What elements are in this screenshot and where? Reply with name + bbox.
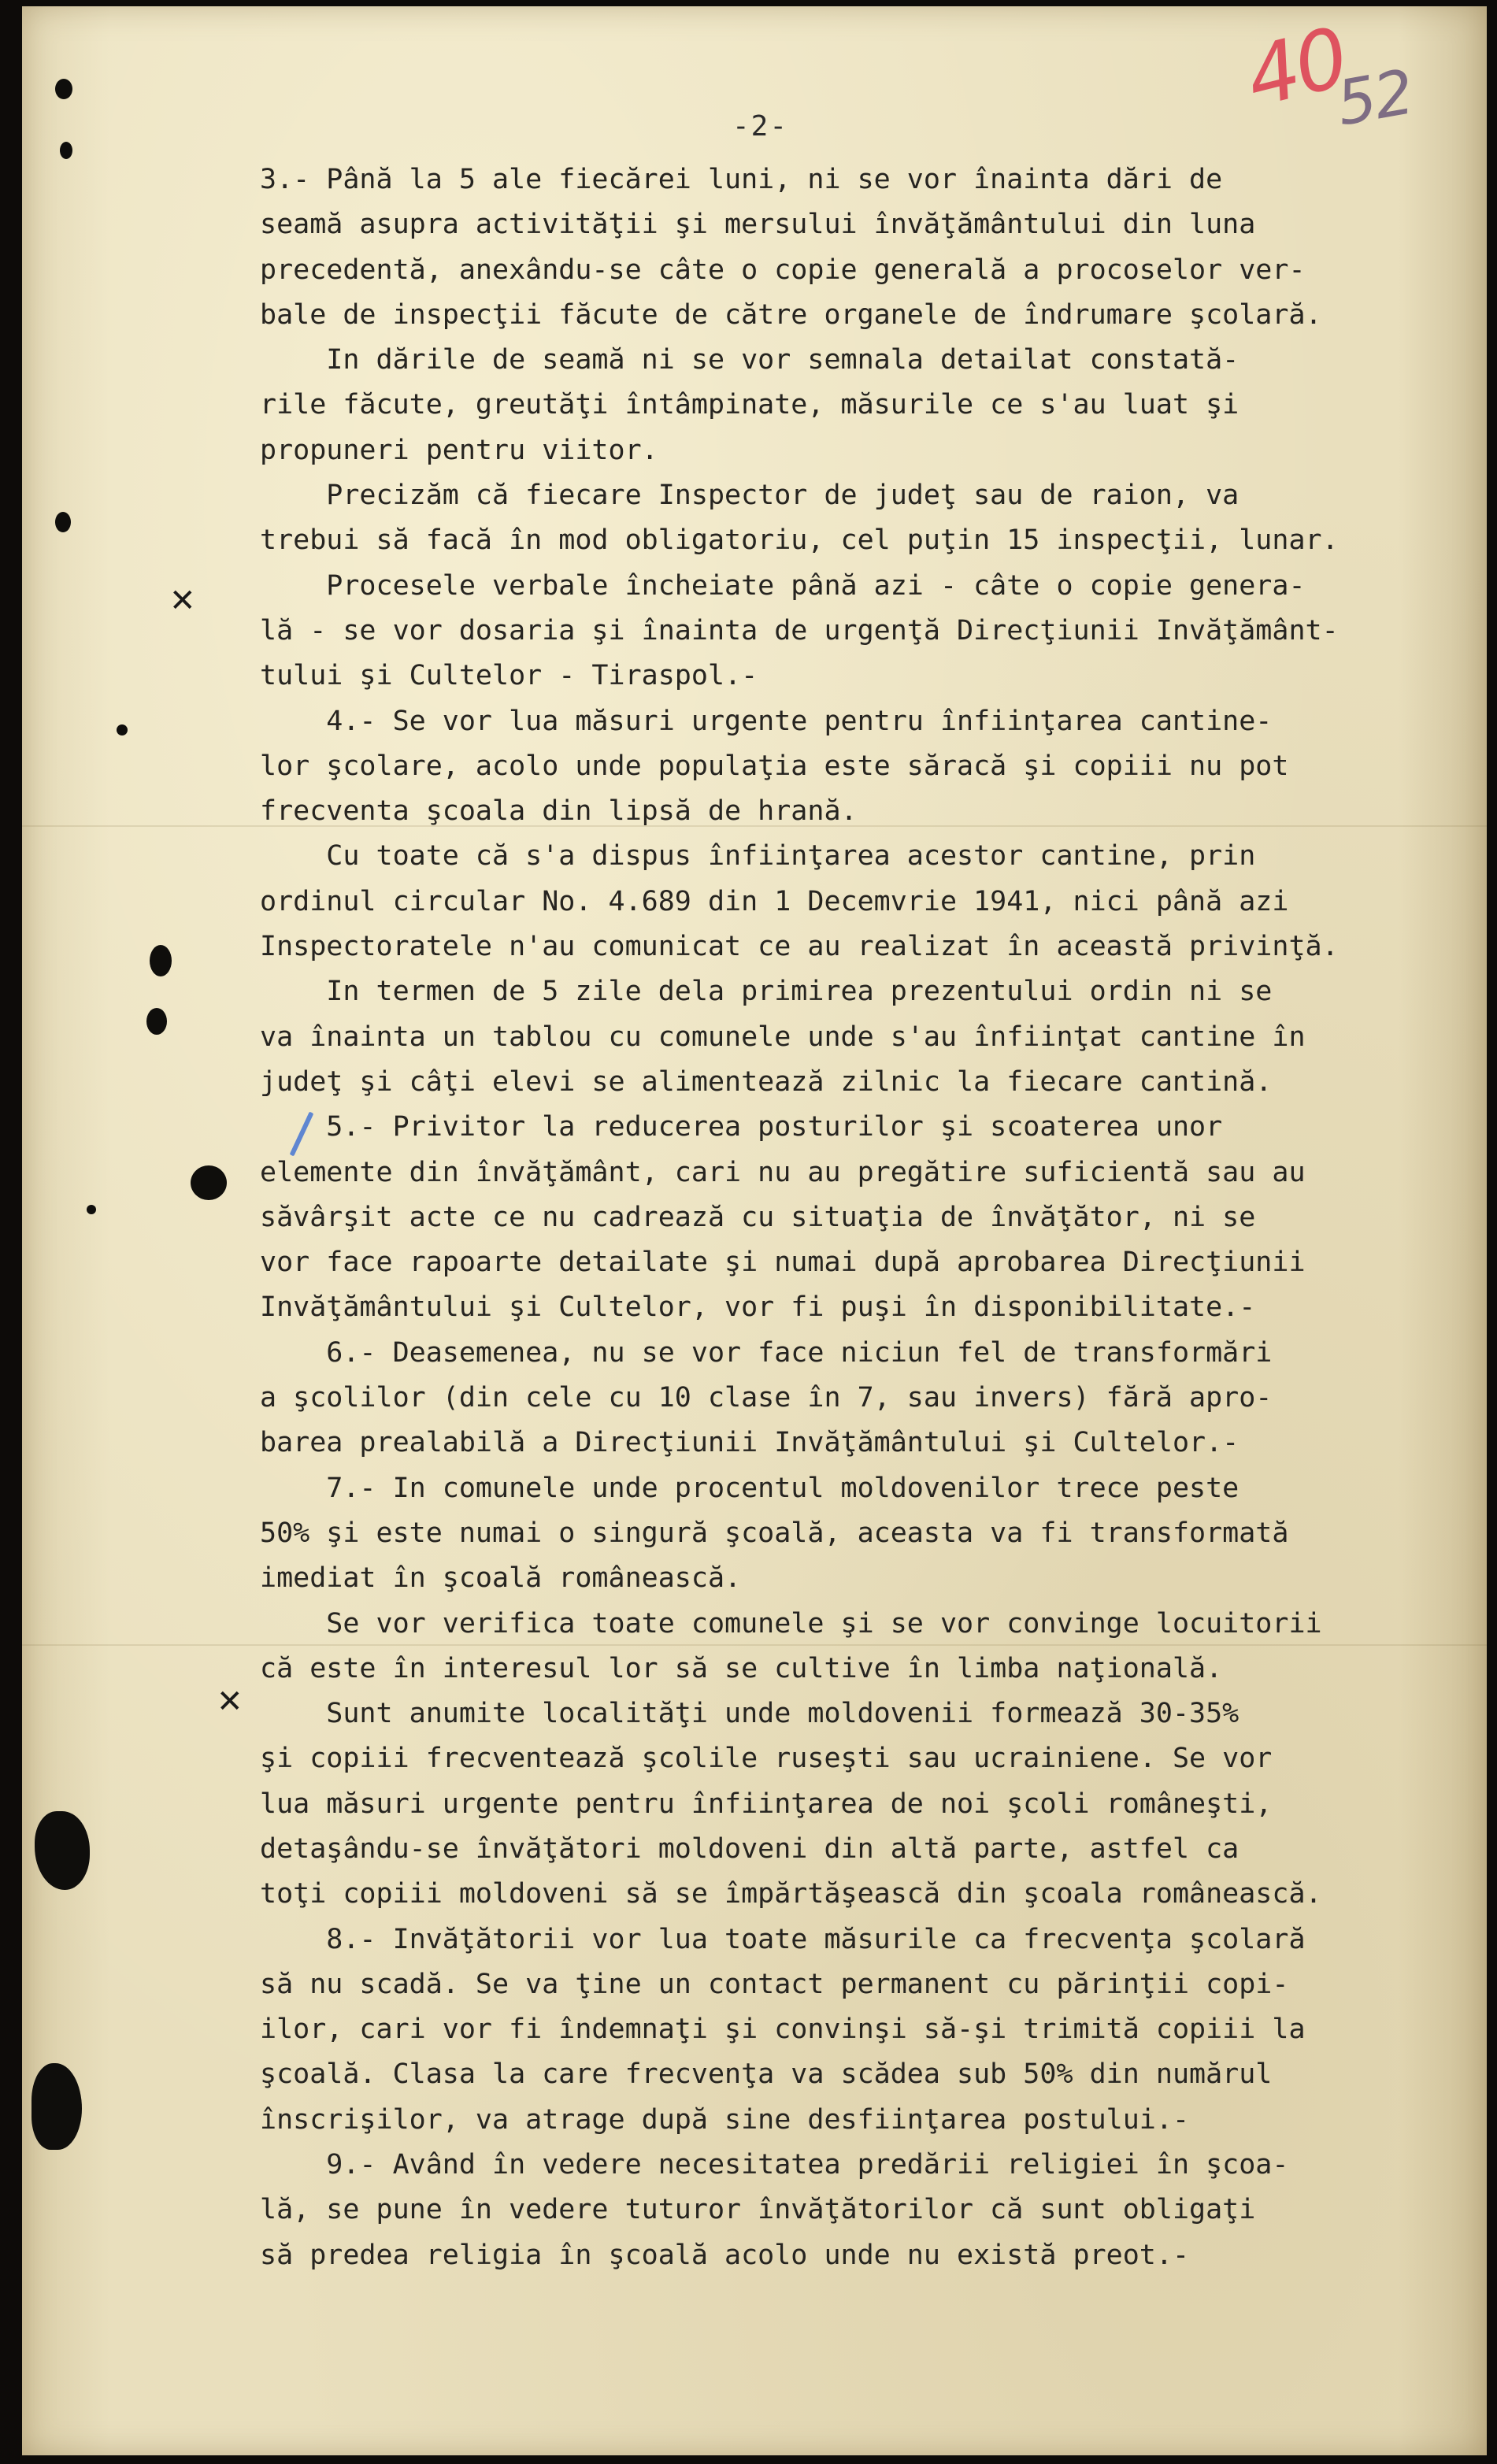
text-line: precedentă, anexându-se câte o copie generală a procoselor ver- xyxy=(260,254,1306,286)
text-line: trebui să facă în mod obligatoriu, cel puţin 15 inspecţii, lunar. xyxy=(260,524,1339,557)
text-line: să predea religia în şcoală acolo unde nu există preot.- xyxy=(260,2239,1190,2271)
text-line: 8.- Invăţătorii vor lua toate măsurile ca frecvenţa şcolară xyxy=(260,1923,1306,1955)
text-line: toţi copiii moldoveni să se împărtăşească din şcoala românească. xyxy=(260,1878,1322,1910)
margin-cross-mark: ✕ xyxy=(217,1684,243,1720)
text-line: 5.- Privitor la reducerea posturilor şi scoaterea unor xyxy=(260,1111,1223,1143)
text-line: lua măsuri urgente pentru înfiinţarea de noi şcoli româneşti, xyxy=(260,1788,1273,1820)
text-line: va înainta un tablou cu comunele unde s'au înfiinţat cantine în xyxy=(260,1021,1306,1053)
text-line: frecventa şcoala din lipsă de hrană. xyxy=(260,795,858,828)
text-line: Invăţământului şi Cultelor, vor fi puşi în disponibilitate.- xyxy=(260,1291,1256,1324)
punch-hole xyxy=(146,1008,167,1035)
text-line: vor face rapoarte detailate şi numai după aprobarea Direcţiunii xyxy=(260,1247,1306,1279)
punch-hole xyxy=(150,945,172,976)
text-line: propuneri pentru viitor. xyxy=(260,434,658,466)
page-number: -2- xyxy=(732,110,789,143)
text-line: elemente din învăţământ, cari nu au pregătire suficientă sau au xyxy=(260,1156,1306,1188)
text-line: Inspectoratele n'au comunicat ce au realizat în această privinţă. xyxy=(260,931,1339,963)
text-line: 50% şi este numai o singură şcoală, aceasta va fi transformată xyxy=(260,1517,1289,1549)
punch-hole xyxy=(191,1165,227,1200)
ink-speck xyxy=(117,724,128,735)
document-body xyxy=(260,157,1457,2278)
text-line: săvârşit acte ce nu cadrează cu situaţia de învăţător, ni se xyxy=(260,1201,1256,1233)
text-line: barea prealabilă a Direcţiunii Invăţământului şi Cultelor.- xyxy=(260,1427,1239,1459)
ink-speck xyxy=(87,1205,96,1214)
text-line: judeţ şi câţi elevi se alimentează zilnic la fiecare cantină. xyxy=(260,1065,1273,1098)
archive-number-stamp: 40 xyxy=(1236,9,1355,126)
text-line: Precizăm că fiecare Inspector de judeţ sau de raion, va xyxy=(260,480,1239,512)
margin-cross-mark: ✕ xyxy=(169,583,196,619)
text-line: şcoală. Clasa la care frecvenţa va scădea sub 50% din numărul xyxy=(260,2058,1273,2091)
text-line: Sunt anumite localităţi unde moldovenii formează 30-35% xyxy=(260,1698,1239,1730)
text-line: că este în interesul lor să se cultive în limba naţională. xyxy=(260,1652,1223,1684)
punch-hole xyxy=(31,2063,82,2150)
text-line: Se vor verifica toate comunele şi se vor convinge locuitorii xyxy=(260,1607,1322,1640)
text-line: ordinul circular No. 4.689 din 1 Decemvrie 1941, nici până azi xyxy=(260,885,1289,917)
text-line: ilor, cari vor fi îndemnaţi şi convinşi să-şi trimită copiii la xyxy=(260,2014,1306,2046)
text-line: 7.- In comunele unde procentul moldovenilor trece peste xyxy=(260,1472,1239,1504)
punch-hole xyxy=(60,142,72,159)
text-line: In dările de seamă ni se vor semnala detailat constată- xyxy=(260,344,1239,376)
text-line: înscrişilor, va atrage după sine desfiinţarea postului.- xyxy=(260,2103,1190,2136)
text-line: imediat în şcoală românească. xyxy=(260,1562,742,1595)
text-line: lă, se pune în vedere tuturor învăţătorilor că sunt obligaţi xyxy=(260,2194,1256,2226)
text-line: să nu scadă. Se va ţine un contact permanent cu părinţii copi- xyxy=(260,1968,1289,2000)
punch-hole xyxy=(55,512,71,532)
text-line: lă - se vor dosaria şi înainta de urgenţă Direcţiunii Invăţământ- xyxy=(260,614,1339,647)
text-line: 3.- Până la 5 ale fiecărei luni, ni se vor înainta dări de xyxy=(260,164,1223,195)
text-line: Procesele verbale încheiate până azi - câte o copie genera- xyxy=(260,569,1306,602)
punch-hole xyxy=(55,79,72,99)
text-line: rile făcute, greutăţi întâmpinate, măsurile ce s'au luat şi xyxy=(260,389,1239,421)
text-line: In termen de 5 zile dela primirea prezentului ordin ni se xyxy=(260,976,1273,1008)
text-line: 6.- Deasemenea, nu se vor face niciun fel de transformări xyxy=(260,1336,1273,1369)
text-line: a şcolilor (din cele cu 10 clase în 7, sau invers) fără apro- xyxy=(260,1382,1273,1414)
archive-number-suffix: 52 xyxy=(1331,57,1418,140)
text-line: lor şcolare, acolo unde populaţia este săracă şi copiii nu pot xyxy=(260,750,1289,782)
text-line: detaşându-se învăţători moldoveni din altă parte, astfel ca xyxy=(260,1832,1239,1865)
text-line: 4.- Se vor lua măsuri urgente pentru înfiinţarea cantine- xyxy=(260,705,1273,737)
text-line: seamă asupra activităţii şi mersului învăţământului din luna xyxy=(260,209,1256,241)
text-line: 9.- Având în vedere necesitatea predării religiei în şcoa- xyxy=(260,2149,1289,2181)
text-line: bale de inspecţii făcute de către organele de îndrumare şcolară. xyxy=(260,298,1322,331)
text-line: tului şi Cultelor - Tiraspol.- xyxy=(260,660,758,692)
text-line: Cu toate că s'a dispus înfiinţarea acestor cantine, prin xyxy=(260,840,1256,873)
text-line: şi copiii frecventează şcolile ruseşti sau ucrainiene. Se vor xyxy=(260,1743,1273,1775)
